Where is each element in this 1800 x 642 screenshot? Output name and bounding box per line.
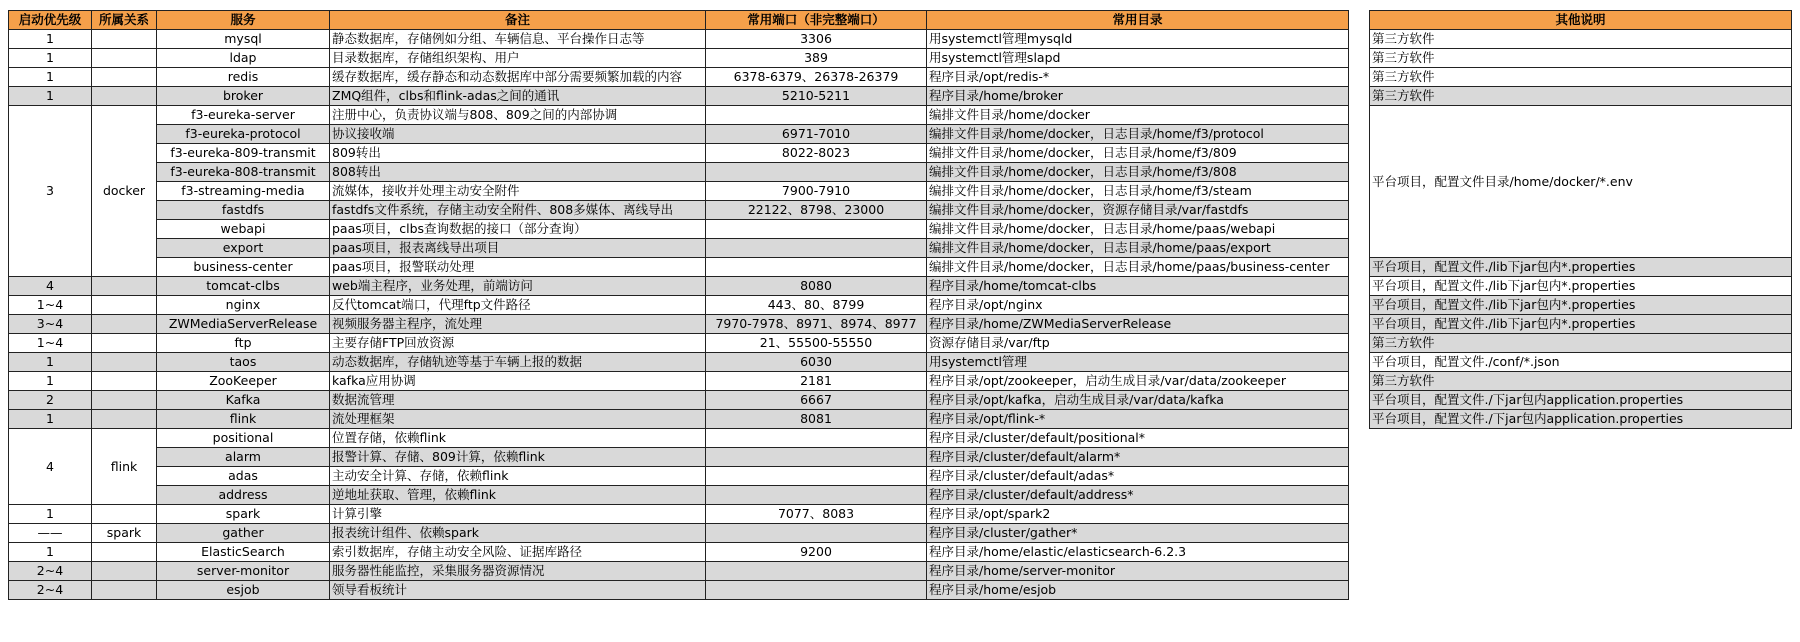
remark-cell: 领导看板统计 bbox=[330, 581, 706, 600]
priority-cell: 4 bbox=[9, 277, 92, 296]
group-cell bbox=[92, 562, 157, 581]
service-table bbox=[8, 10, 1349, 600]
remark-cell: paas项目，报警联动处理 bbox=[330, 258, 706, 277]
other-note-cell: 平台项目，配置文件./lib下jar包内*.properties bbox=[1370, 258, 1792, 277]
dir-cell: 程序目录/opt/kafka，启动生成目录/var/data/kafka bbox=[927, 391, 1349, 410]
priority-cell: 2~4 bbox=[9, 562, 92, 581]
dir-cell: 编排文件目录/home/docker，资源存储目录/var/fastdfs bbox=[927, 201, 1349, 220]
header-dir: 常用目录 bbox=[927, 11, 1349, 30]
other-note-cell: 第三方软件 bbox=[1370, 68, 1792, 87]
table-row bbox=[9, 220, 1349, 239]
group-cell bbox=[92, 334, 157, 353]
group-name-cell: flink bbox=[92, 429, 157, 505]
priority-cell: 1 bbox=[9, 68, 92, 87]
remark-cell: 动态数据库，存储轨迹等基于车辆上报的数据 bbox=[330, 353, 706, 372]
remark-cell: 协议接收端 bbox=[330, 125, 706, 144]
dir-cell: 用systemctl管理slapd bbox=[927, 49, 1349, 68]
remark-cell: 809转出 bbox=[330, 144, 706, 163]
service-cell: f3-eureka-808-transmit bbox=[157, 163, 330, 182]
port-cell: 8081 bbox=[706, 410, 927, 429]
port-cell: 8022-8023 bbox=[706, 144, 927, 163]
service-cell: ZooKeeper bbox=[157, 372, 330, 391]
port-cell: 6971-7010 bbox=[706, 125, 927, 144]
table-row bbox=[9, 372, 1349, 391]
port-cell: 3306 bbox=[706, 30, 927, 49]
dir-cell: 程序目录/opt/nginx bbox=[927, 296, 1349, 315]
priority-cell: 1 bbox=[9, 372, 92, 391]
remark-cell: 主动安全计算、存储，依赖flink bbox=[330, 467, 706, 486]
remark-cell: 计算引擎 bbox=[330, 505, 706, 524]
service-cell: export bbox=[157, 239, 330, 258]
service-cell: spark bbox=[157, 505, 330, 524]
dir-cell: 用systemctl管理mysqld bbox=[927, 30, 1349, 49]
priority-cell: 1 bbox=[9, 505, 92, 524]
service-cell: webapi bbox=[157, 220, 330, 239]
dir-cell: 程序目录/opt/redis-* bbox=[927, 68, 1349, 87]
dir-cell: 编排文件目录/home/docker，日志目录/home/paas/export bbox=[927, 239, 1349, 258]
port-cell bbox=[706, 448, 927, 467]
remark-cell: 缓存数据库，缓存静态和动态数据库中部分需要频繁加载的内容 bbox=[330, 68, 706, 87]
priority-cell: 2 bbox=[9, 391, 92, 410]
table-row bbox=[9, 125, 1349, 144]
service-cell: f3-eureka-protocol bbox=[157, 125, 330, 144]
other-note-cell: 平台项目，配置文件./下jar包内application.properties bbox=[1370, 391, 1792, 410]
header-row bbox=[1370, 11, 1792, 30]
remark-cell: 反代tomcat端口，代理ftp文件路径 bbox=[330, 296, 706, 315]
other-note-cell: 第三方软件 bbox=[1370, 49, 1792, 68]
service-cell: Kafka bbox=[157, 391, 330, 410]
group-cell bbox=[92, 68, 157, 87]
port-cell bbox=[706, 581, 927, 600]
table-row bbox=[1370, 372, 1792, 391]
service-cell: taos bbox=[157, 353, 330, 372]
remark-cell: 逆地址获取、管理，依赖flink bbox=[330, 486, 706, 505]
header-service: 服务 bbox=[157, 11, 330, 30]
group-cell bbox=[92, 277, 157, 296]
group-cell bbox=[92, 353, 157, 372]
group-cell bbox=[92, 543, 157, 562]
table-row bbox=[9, 448, 1349, 467]
port-cell bbox=[706, 106, 927, 125]
service-cell: address bbox=[157, 486, 330, 505]
priority-cell: 1~4 bbox=[9, 334, 92, 353]
group-name-cell: docker bbox=[92, 106, 157, 277]
remark-cell: web端主程序，业务处理，前端访问 bbox=[330, 277, 706, 296]
dir-cell: 编排文件目录/home/docker，日志目录/home/f3/808 bbox=[927, 163, 1349, 182]
table-row bbox=[9, 543, 1349, 562]
dir-cell: 程序目录/cluster/gather* bbox=[927, 524, 1349, 543]
remark-cell: ZMQ组件，clbs和flink-adas之间的通讯 bbox=[330, 87, 706, 106]
service-cell: positional bbox=[157, 429, 330, 448]
table-row bbox=[1370, 87, 1792, 106]
port-cell: 2181 bbox=[706, 372, 927, 391]
remark-cell: 位置存储，依赖flink bbox=[330, 429, 706, 448]
service-cell: redis bbox=[157, 68, 330, 87]
priority-cell: 3~4 bbox=[9, 315, 92, 334]
priority-cell: 1 bbox=[9, 543, 92, 562]
header-row bbox=[9, 11, 1349, 30]
table-row bbox=[9, 30, 1349, 49]
table-row bbox=[1370, 315, 1792, 334]
service-cell: ldap bbox=[157, 49, 330, 68]
port-cell bbox=[706, 258, 927, 277]
service-cell: mysql bbox=[157, 30, 330, 49]
service-cell: server-monitor bbox=[157, 562, 330, 581]
port-cell: 389 bbox=[706, 49, 927, 68]
remark-cell: 数据流管理 bbox=[330, 391, 706, 410]
service-cell: alarm bbox=[157, 448, 330, 467]
other-note-cell: 平台项目，配置文件./lib下jar包内*.properties bbox=[1370, 277, 1792, 296]
dir-cell: 程序目录/home/broker bbox=[927, 87, 1349, 106]
port-cell bbox=[706, 562, 927, 581]
service-cell: fastdfs bbox=[157, 201, 330, 220]
table-row bbox=[9, 429, 1349, 448]
table-row bbox=[1370, 296, 1792, 315]
group-cell bbox=[92, 581, 157, 600]
group-cell bbox=[92, 372, 157, 391]
table-row bbox=[1370, 410, 1792, 429]
port-cell: 5210-5211 bbox=[706, 87, 927, 106]
table-row bbox=[9, 353, 1349, 372]
port-cell: 7077、8083 bbox=[706, 505, 927, 524]
priority-cell: 1~4 bbox=[9, 296, 92, 315]
dir-cell: 程序目录/home/server-monitor bbox=[927, 562, 1349, 581]
table-row bbox=[9, 315, 1349, 334]
port-cell: 6030 bbox=[706, 353, 927, 372]
table-row bbox=[1370, 334, 1792, 353]
dir-cell: 程序目录/home/tomcat-clbs bbox=[927, 277, 1349, 296]
dir-cell: 程序目录/cluster/default/positional* bbox=[927, 429, 1349, 448]
dir-cell: 用systemctl管理 bbox=[927, 353, 1349, 372]
table-row bbox=[9, 562, 1349, 581]
port-cell bbox=[706, 239, 927, 258]
header-group: 所属关系 bbox=[92, 11, 157, 30]
dir-cell: 编排文件目录/home/docker，日志目录/home/f3/809 bbox=[927, 144, 1349, 163]
service-cell: broker bbox=[157, 87, 330, 106]
group-cell bbox=[92, 315, 157, 334]
group-cell bbox=[92, 391, 157, 410]
other-note-cell: 第三方软件 bbox=[1370, 334, 1792, 353]
remark-cell: 静态数据库，存储例如分组、车辆信息、平台操作日志等 bbox=[330, 30, 706, 49]
table-row bbox=[9, 258, 1349, 277]
priority-cell: 2~4 bbox=[9, 581, 92, 600]
other-note-cell: 平台项目，配置文件目录/home/docker/*.env bbox=[1370, 106, 1792, 258]
group-priority-cell: 4 bbox=[9, 429, 92, 505]
table-row bbox=[9, 486, 1349, 505]
port-cell bbox=[706, 220, 927, 239]
service-cell: f3-eureka-809-transmit bbox=[157, 144, 330, 163]
table-row bbox=[1370, 277, 1792, 296]
table-row bbox=[9, 49, 1349, 68]
table-row bbox=[9, 239, 1349, 258]
other-note-cell: 第三方软件 bbox=[1370, 372, 1792, 391]
table-row bbox=[9, 467, 1349, 486]
dir-cell: 程序目录/cluster/default/adas* bbox=[927, 467, 1349, 486]
header-priority: 启动优先级 bbox=[9, 11, 92, 30]
table-row bbox=[9, 144, 1349, 163]
dir-cell: 程序目录/home/esjob bbox=[927, 581, 1349, 600]
port-cell: 6667 bbox=[706, 391, 927, 410]
port-cell: 22122、8798、23000 bbox=[706, 201, 927, 220]
port-cell: 7970-7978、8971、8974、8977 bbox=[706, 315, 927, 334]
remark-cell: 流处理框架 bbox=[330, 410, 706, 429]
table-row bbox=[1370, 258, 1792, 277]
table-row bbox=[9, 296, 1349, 315]
table-row bbox=[9, 68, 1349, 87]
priority-cell: 1 bbox=[9, 30, 92, 49]
table-row bbox=[9, 182, 1349, 201]
service-cell: ZWMediaServerRelease bbox=[157, 315, 330, 334]
service-cell: tomcat-clbs bbox=[157, 277, 330, 296]
dir-cell: 程序目录/opt/zookeeper，启动生成目录/var/data/zookeeper bbox=[927, 372, 1349, 391]
group-priority-cell: —— bbox=[9, 524, 92, 543]
port-cell: 6378-6379、26378-26379 bbox=[706, 68, 927, 87]
dir-cell: 程序目录/home/ZWMediaServerRelease bbox=[927, 315, 1349, 334]
remark-cell: paas项目，clbs查询数据的接口（部分查询） bbox=[330, 220, 706, 239]
remark-cell: 服务器性能监控，采集服务器资源情况 bbox=[330, 562, 706, 581]
other-note-cell: 平台项目，配置文件./下jar包内application.properties bbox=[1370, 410, 1792, 429]
table-row bbox=[9, 106, 1349, 125]
group-name-cell: spark bbox=[92, 524, 157, 543]
port-cell: 443、80、8799 bbox=[706, 296, 927, 315]
dir-cell: 编排文件目录/home/docker，日志目录/home/paas/business-center bbox=[927, 258, 1349, 277]
port-cell bbox=[706, 486, 927, 505]
table-row bbox=[9, 163, 1349, 182]
remark-cell: 808转出 bbox=[330, 163, 706, 182]
other-note-cell: 平台项目，配置文件./lib下jar包内*.properties bbox=[1370, 315, 1792, 334]
table-row bbox=[1370, 391, 1792, 410]
group-cell bbox=[92, 87, 157, 106]
remark-cell: kafka应用协调 bbox=[330, 372, 706, 391]
service-cell: esjob bbox=[157, 581, 330, 600]
port-cell bbox=[706, 524, 927, 543]
service-cell: ElasticSearch bbox=[157, 543, 330, 562]
port-cell bbox=[706, 163, 927, 182]
service-cell: f3-eureka-server bbox=[157, 106, 330, 125]
service-cell: adas bbox=[157, 467, 330, 486]
remark-cell: 注册中心，负责协议端与808、809之间的内部协调 bbox=[330, 106, 706, 125]
port-cell: 21、55500-55550 bbox=[706, 334, 927, 353]
dir-cell: 编排文件目录/home/docker，日志目录/home/f3/protocol bbox=[927, 125, 1349, 144]
table-row bbox=[9, 524, 1349, 543]
group-cell bbox=[92, 296, 157, 315]
other-note-cell: 平台项目，配置文件./conf/*.json bbox=[1370, 353, 1792, 372]
port-cell bbox=[706, 467, 927, 486]
header-remark: 备注 bbox=[330, 11, 706, 30]
port-cell: 9200 bbox=[706, 543, 927, 562]
port-cell bbox=[706, 429, 927, 448]
table-row bbox=[9, 581, 1349, 600]
remark-cell: fastdfs文件系统，存储主动安全附件、808多媒体、离线导出 bbox=[330, 201, 706, 220]
remark-cell: 报表统计组件、依赖spark bbox=[330, 524, 706, 543]
dir-cell: 资源存储目录/var/ftp bbox=[927, 334, 1349, 353]
dir-cell: 编排文件目录/home/docker bbox=[927, 106, 1349, 125]
remark-cell: 流媒体，接收并处理主动安全附件 bbox=[330, 182, 706, 201]
table-row bbox=[9, 505, 1349, 524]
table-row bbox=[9, 391, 1349, 410]
service-cell: gather bbox=[157, 524, 330, 543]
table-row bbox=[1370, 68, 1792, 87]
service-cell: business-center bbox=[157, 258, 330, 277]
dir-cell: 程序目录/cluster/default/alarm* bbox=[927, 448, 1349, 467]
table-row bbox=[1370, 353, 1792, 372]
table-row bbox=[9, 410, 1349, 429]
dir-cell: 程序目录/cluster/default/address* bbox=[927, 486, 1349, 505]
table-row bbox=[9, 277, 1349, 296]
priority-cell: 1 bbox=[9, 353, 92, 372]
group-priority-cell: 3 bbox=[9, 106, 92, 277]
service-cell: nginx bbox=[157, 296, 330, 315]
group-cell bbox=[92, 30, 157, 49]
priority-cell: 1 bbox=[9, 49, 92, 68]
remark-cell: 视频服务器主程序，流处理 bbox=[330, 315, 706, 334]
dir-cell: 编排文件目录/home/docker，日志目录/home/f3/steam bbox=[927, 182, 1349, 201]
table-row bbox=[9, 87, 1349, 106]
service-cell: flink bbox=[157, 410, 330, 429]
other-note-cell: 第三方软件 bbox=[1370, 87, 1792, 106]
header-other: 其他说明 bbox=[1370, 11, 1792, 30]
dir-cell: 程序目录/home/elastic/elasticsearch-6.2.3 bbox=[927, 543, 1349, 562]
other-notes-table bbox=[1369, 10, 1792, 429]
remark-cell: 目录数据库，存储组织架构、用户 bbox=[330, 49, 706, 68]
remark-cell: 主要存储FTP回放资源 bbox=[330, 334, 706, 353]
port-cell: 8080 bbox=[706, 277, 927, 296]
header-port: 常用端口（非完整端口） bbox=[706, 11, 927, 30]
group-cell bbox=[92, 410, 157, 429]
remark-cell: 报警计算、存储、809计算，依赖flink bbox=[330, 448, 706, 467]
table-row bbox=[9, 201, 1349, 220]
dir-cell: 编排文件目录/home/docker，日志目录/home/paas/webapi bbox=[927, 220, 1349, 239]
service-cell: ftp bbox=[157, 334, 330, 353]
remark-cell: paas项目，报表离线导出项目 bbox=[330, 239, 706, 258]
other-note-cell: 平台项目，配置文件./lib下jar包内*.properties bbox=[1370, 296, 1792, 315]
group-cell bbox=[92, 505, 157, 524]
table-row bbox=[1370, 30, 1792, 49]
other-note-cell: 第三方软件 bbox=[1370, 30, 1792, 49]
dir-cell: 程序目录/opt/flink-* bbox=[927, 410, 1349, 429]
table-row bbox=[1370, 49, 1792, 68]
group-cell bbox=[92, 49, 157, 68]
service-cell: f3-streaming-media bbox=[157, 182, 330, 201]
table-row bbox=[9, 334, 1349, 353]
priority-cell: 1 bbox=[9, 87, 92, 106]
remark-cell: 索引数据库，存储主动安全风险、证据库路径 bbox=[330, 543, 706, 562]
dir-cell: 程序目录/opt/spark2 bbox=[927, 505, 1349, 524]
priority-cell: 1 bbox=[9, 410, 92, 429]
port-cell: 7900-7910 bbox=[706, 182, 927, 201]
